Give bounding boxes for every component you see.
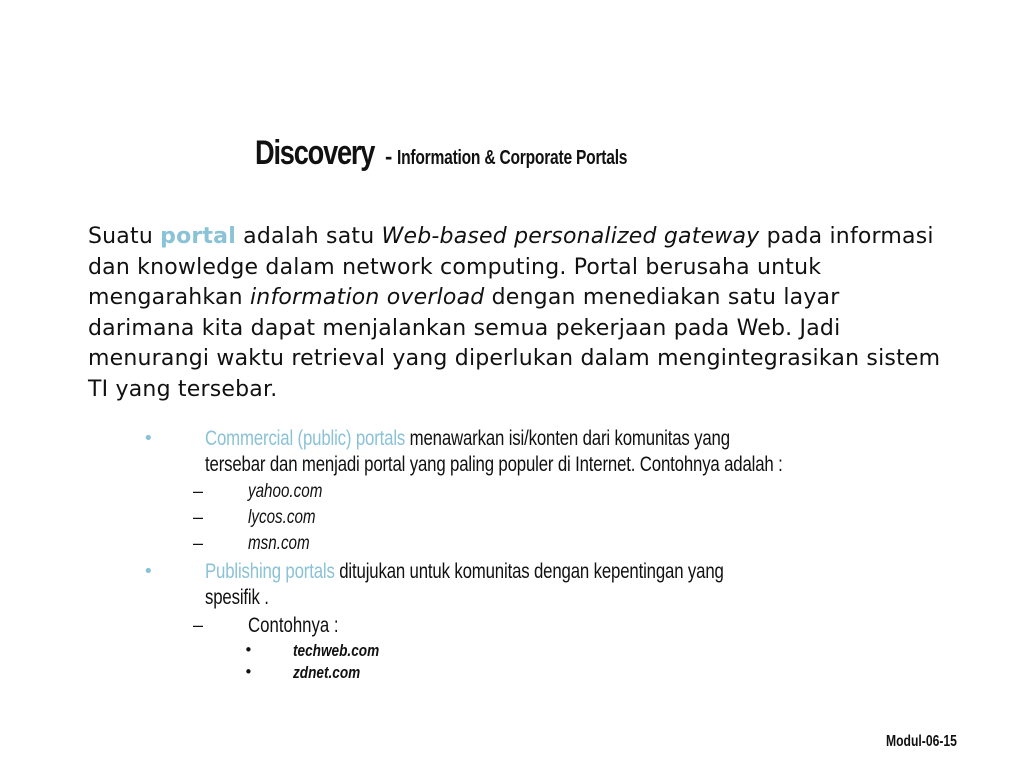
publishing-keyword: Publishing portals [205,560,335,583]
title-main: Discovery [255,134,375,172]
commercial-bullet: • [143,428,154,449]
intro-emphasis-gateway: Web-based personalized gateway [381,224,760,249]
contohnya-label: Contohnya : [248,614,339,637]
publishing-bullet: • [143,561,154,582]
commercial-line-2-wrap [205,453,927,477]
example-zdnet-wrap [293,663,377,683]
example-dash: – [193,481,204,501]
commercial-keyword: Commercial (public) portals [205,427,406,450]
example-dot: • [244,641,253,659]
contohnya-wrap [248,614,361,638]
slide-title [255,134,692,173]
example-yahoo-wrap [248,481,341,503]
contohnya-dash: – [193,615,204,635]
title-subtitle: Information & Corporate Portals [396,147,628,169]
example-dash: – [193,533,204,553]
commercial-line-2: tersebar dan menjadi portal yang paling populer di Internet. Contohnya adalah : [205,453,783,476]
publishing-line-2: spesifik . [205,586,269,609]
example-techweb: techweb.com [293,641,380,660]
publishing-line-1-rest: ditujukan untuk komunitas dengan kepentingan yang [334,560,724,583]
example-msn-wrap [248,533,325,555]
example-dash: – [193,507,204,527]
intro-text-4: dengan menediakan satu layar darimana kita dapat menjalankan semua pekerjaan pada Web. Jadi menurangi waktu retrieval yang diperlukan dalam mengintegrasikan sistem TI yang tersebar. [88,285,941,402]
commercial-line-1 [205,427,861,451]
example-yahoo: yahoo.com [248,481,323,502]
intro-text-2: adalah satu [235,224,382,249]
publishing-line-2-wrap [205,586,285,610]
intro-text-3: pada informasi dan knowledge dalam network computing. Portal berusaha untuk mengarahkan [88,224,934,310]
example-zdnet: zdnet.com [293,663,361,682]
example-techweb-wrap [293,641,401,661]
title-separator: - [385,144,393,169]
commercial-line-1-rest: menawarkan isi/konten dari komunitas yang [405,427,730,450]
example-lycos-wrap [248,507,332,529]
publishing-line-1 [205,560,853,584]
intro-keyword-portal: portal [160,224,236,249]
slide-number: Modul-06-15 [886,733,957,750]
intro-text-1: Suatu [88,224,161,249]
example-dot: • [244,663,253,681]
intro-emphasis-overload: information overload [250,285,485,310]
intro-paragraph [88,222,948,405]
example-lycos: lycos.com [248,507,316,528]
example-msn: msn.com [248,533,310,554]
